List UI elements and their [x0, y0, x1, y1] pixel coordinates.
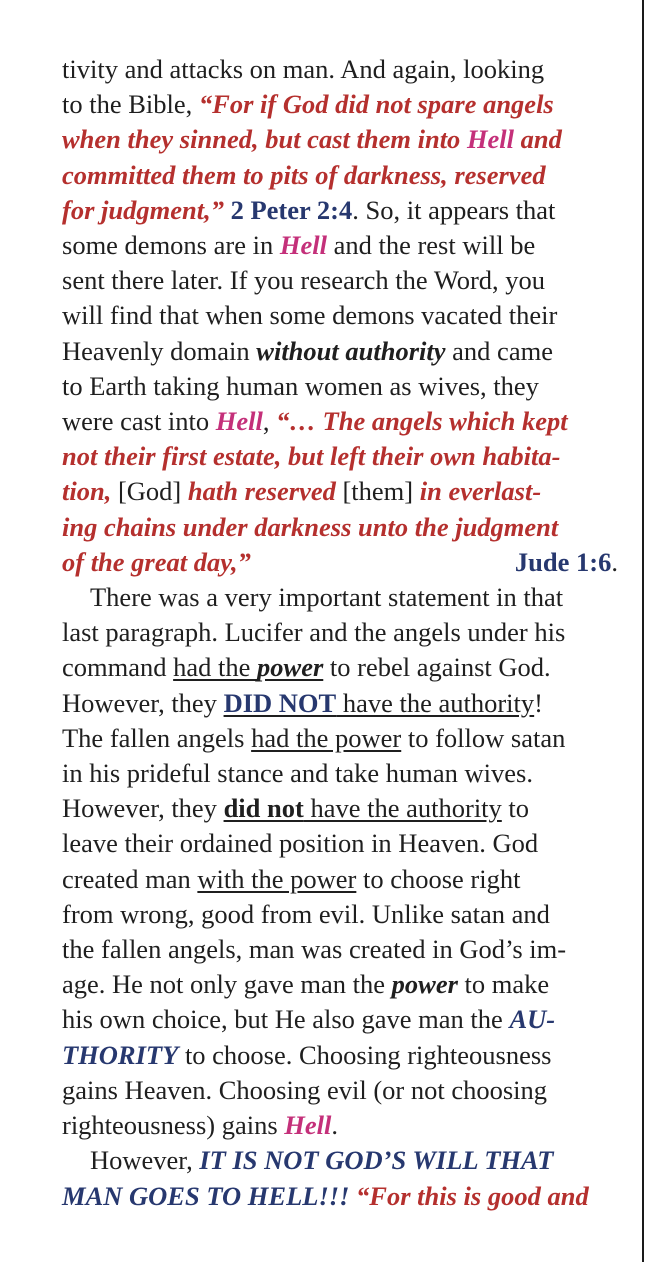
text-line: [62, 932, 618, 967]
body-text: the fallen angels, man was created in God’s im-: [62, 934, 567, 965]
text-line: [62, 967, 618, 1002]
body-text: some demons are in: [62, 230, 280, 261]
body-text: last paragraph. Lucifer and the angels under his: [62, 617, 566, 648]
text-line: [62, 615, 618, 650]
body-text: to Earth taking human women as wives, they: [62, 370, 539, 401]
body-text: There was a very important statement in that: [90, 582, 564, 613]
text-line: [62, 298, 618, 333]
body-text: . So, it appears that: [352, 194, 556, 225]
emphasis-blue-text: IT IS NOT GOD’S WILL THAT: [199, 1145, 554, 1176]
bold-text: did not: [223, 793, 304, 824]
body-text: to follow satan: [401, 722, 566, 753]
text-line: [62, 474, 618, 509]
emphasis-blue-text: THORITY: [62, 1039, 179, 1070]
text-line: [62, 1038, 618, 1073]
text-line: [62, 1002, 618, 1037]
body-text: However, they: [62, 793, 224, 824]
body-text: gains Heaven. Choosing evil (or not choosing: [62, 1074, 548, 1105]
text-line: [62, 510, 618, 545]
scripture-quote: “For if God did not spare angels: [198, 89, 554, 120]
body-text: However,: [90, 1145, 200, 1176]
scripture-quote: when they sinned, but cast them into: [62, 124, 467, 155]
body-text: age. He not only gave man the: [62, 969, 392, 1000]
underlined-fragment: have the authority: [336, 687, 535, 718]
emphasis-blue-text: AU-: [509, 1004, 556, 1035]
emphasis-blue-text: MAN GOES TO HELL!!!: [62, 1180, 357, 1211]
text-line: [62, 228, 618, 263]
text-line: [62, 1179, 618, 1214]
text-line: [62, 686, 618, 721]
text-line: [62, 897, 618, 932]
body-text: righteousness) gains: [62, 1110, 285, 1141]
scripture-quote: and: [514, 124, 562, 155]
scripture-quote: in everlast-: [419, 476, 542, 507]
scripture-quote: of the great day,”: [62, 546, 251, 577]
body-text: will find that when some demons vacated their: [62, 300, 558, 331]
underlined-text: [173, 652, 323, 682]
text-line: [62, 721, 618, 756]
text-line: [62, 158, 618, 193]
scripture-quote: “… The angels which kept: [276, 406, 568, 437]
emphasis-blue-text: DID NOT: [223, 687, 337, 718]
scripture-quote: for judgment,”: [62, 194, 224, 225]
book-page-text: [62, 52, 618, 1214]
body-text: his own choice, but He also gave man the: [62, 1004, 510, 1035]
body-text: sent there later. If you research the Word, you: [62, 265, 546, 296]
hell-word: Hell: [284, 1110, 332, 1141]
text-line: [62, 193, 618, 228]
body-text: to: [501, 793, 530, 824]
text-line: [62, 122, 618, 157]
body-text: leave their ordained position in Heaven. God: [62, 828, 539, 859]
body-text: were cast into: [62, 406, 216, 437]
body-text: .: [331, 1110, 339, 1141]
underlined-text: with the power: [197, 863, 357, 894]
text-line: [62, 1108, 618, 1143]
hell-word: Hell: [466, 124, 515, 155]
body-text: [them]: [335, 476, 420, 507]
body-text: !: [534, 687, 543, 718]
body-text: The fallen angels: [62, 722, 252, 753]
text-line: [62, 826, 618, 861]
body-text: command: [62, 652, 174, 683]
body-text: [God]: [111, 476, 188, 507]
scripture-quote: tion,: [62, 476, 112, 507]
text-line: [62, 404, 618, 439]
body-text: .: [611, 546, 618, 577]
body-text: to choose right: [356, 863, 521, 894]
scripture-reference: Jude 1:6: [514, 546, 612, 577]
scripture-quote: ing chains under darkness unto the judgment: [62, 511, 559, 542]
emphasis-text: power: [391, 969, 458, 1000]
text-line: [62, 52, 618, 87]
body-text: and came: [445, 335, 553, 366]
emphasis-text: power: [257, 652, 324, 683]
underlined-text: [224, 793, 502, 823]
body-text: However, they: [62, 687, 224, 718]
body-text: to rebel against God.: [323, 652, 551, 683]
text-line: [62, 1143, 618, 1178]
underlined-fragment: have the authority: [303, 793, 502, 824]
scripture-quote: not their first estate, but left their own habita-: [62, 441, 561, 472]
scripture-reference: 2 Peter 2:4: [223, 194, 353, 225]
hell-word: Hell: [215, 406, 263, 437]
text-line: [62, 439, 618, 474]
text-line: [62, 334, 618, 369]
text-line: [62, 580, 618, 615]
text-line: [62, 862, 618, 897]
body-text: in his prideful stance and take human wives.: [62, 758, 533, 789]
text-line: [62, 369, 618, 404]
body-text: and the rest will be: [326, 230, 536, 261]
text-line: [62, 263, 618, 298]
scripture-quote: committed them to pits of darkness, reserved: [62, 159, 546, 190]
underlined-text: [224, 688, 535, 718]
page-edge-line: [642, 0, 644, 1262]
text-line: [62, 791, 618, 826]
text-line: [62, 756, 618, 791]
text-line: [62, 545, 618, 580]
text-line: [62, 87, 618, 122]
underlined-fragment: had the: [173, 652, 258, 683]
scripture-quote: hath reserved: [187, 476, 336, 507]
hell-word: Hell: [279, 230, 327, 261]
body-text: Heavenly domain: [62, 335, 257, 366]
body-text: from wrong, good from evil. Unlike satan and: [62, 898, 550, 929]
body-text: to the Bible,: [62, 89, 199, 120]
body-text: tivity and attacks on man. And again, looking: [62, 54, 545, 84]
underlined-text: had the power: [251, 722, 402, 753]
emphasis-text: without authority: [256, 335, 446, 366]
text-line: [62, 650, 618, 685]
body-text: to make: [457, 969, 550, 1000]
text-line: [62, 1073, 618, 1108]
body-text: created man: [62, 863, 198, 894]
body-text: to choose. Choosing righteousness: [178, 1039, 552, 1070]
body-text: ,: [262, 406, 277, 437]
scripture-quote: “For this is good and: [356, 1180, 589, 1211]
